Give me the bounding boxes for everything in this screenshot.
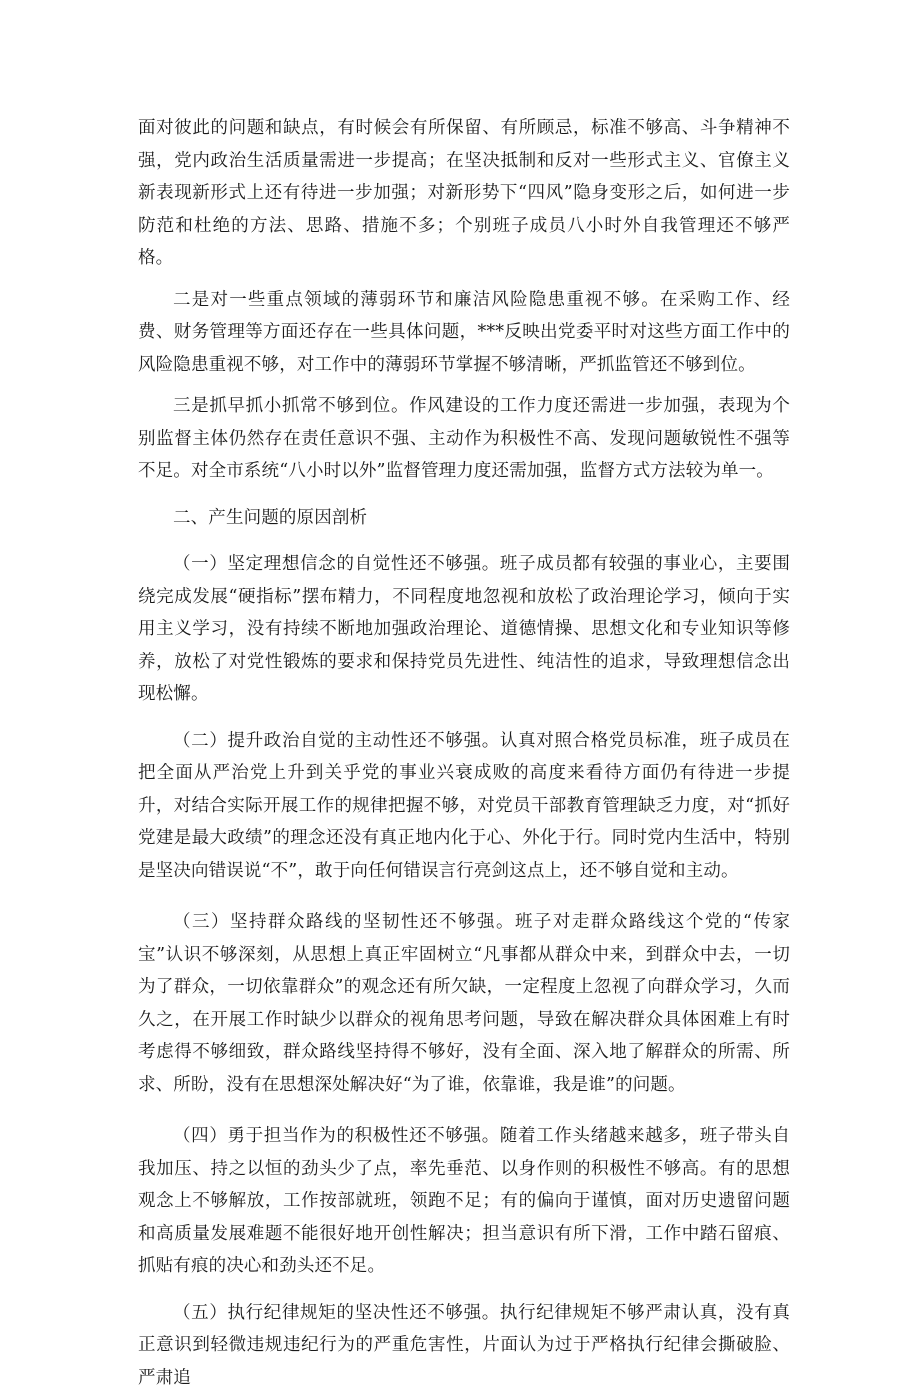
section-heading-cause-analysis: 二、产生问题的原因剖析: [138, 502, 790, 535]
document-page: [138, 112, 790, 1394]
paragraph-cause-4: （四）勇于担当作为的积极性还不够强。随着工作头绪越来越多，班子带头自我加压、持之以恒的劲头少了点，率先垂范、以身作则的积极性不够高。有的思想观念上不够解放，工作按部就班，领跑不足；有的偏向于谨慎，面对历史遗留问题和高质量发展难题不能很好地开创性解决；担当意识有所下滑，工作中踏石留痕、抓贴有痕的决心和劲头还不足。: [138, 1120, 790, 1283]
paragraph-problems-continued: 面对彼此的问题和缺点，有时候会有所保留、有所顾忌，标准不够高、斗争精神不强，党内政治生活质量需进一步提高；在坚决抵制和反对一些形式主义、官僚主义新表现新形式上还有待进一步加强；对新形势下“四风”隐身变形之后，如何进一步防范和杜绝的方法、思路、措施不多；个别班子成员八小时外自我管理还不够严格。: [138, 112, 790, 275]
paragraph-cause-5: （五）执行纪律规矩的坚决性还不够强。执行纪律规矩不够严肃认真，没有真正意识到轻微违规违纪行为的严重危害性，片面认为过于严格执行纪律会撕破脸、严肃追: [138, 1297, 790, 1394]
paragraph-point-three: 三是抓早抓小抓常不够到位。作风建设的工作力度还需进一步加强，表现为个别监督主体仍然存在责任意识不强、主动作为积极性不高、发现问题敏锐性不强等不足。对全市系统“八小时以外”监督管理力度还需加强，监督方式方法较为单一。: [138, 390, 790, 488]
paragraph-point-two: 二是对一些重点领域的薄弱环节和廉洁风险隐患重视不够。在采购工作、经费、财务管理等方面还存在一些具体问题，***反映出党委平时对这些方面工作中的风险隐患重视不够，对工作中的薄弱环节掌握不够清晰，严抓监管还不够到位。: [138, 284, 790, 382]
paragraph-cause-1: （一）坚定理想信念的自觉性还不够强。班子成员都有较强的事业心，主要围绕完成发展“硬指标”摆布精力，不同程度地忽视和放松了政治理论学习，倾向于实用主义学习，没有持续不断地加强政治理论、道德情操、思想文化和专业知识等修养，放松了对党性锻炼的要求和保持党员先进性、纯洁性的追求，导致理想信念出现松懈。: [138, 548, 790, 711]
paragraph-cause-2: （二）提升政治自觉的主动性还不够强。认真对照合格党员标准，班子成员在把全面从严治党上升到关乎党的事业兴衰成败的高度来看待方面仍有待进一步提升，对结合实际开展工作的规律把握不够，对党员干部教育管理缺乏力度，对“抓好党建是最大政绩”的理念还没有真正地内化于心、外化于行。同时党内生活中，特别是坚决向错误说“不”，敢于向任何错误言行亮剑这点上，还不够自觉和主动。: [138, 725, 790, 888]
paragraph-cause-3: （三）坚持群众路线的坚韧性还不够强。班子对走群众路线这个党的“传家宝”认识不够深刻，从思想上真正牢固树立“凡事都从群众中来，到群众中去，一切为了群众，一切依靠群众”的观念还有所欠缺，一定程度上忽视了向群众学习，久而久之，在开展工作时缺少以群众的视角思考问题，导致在解决群众具体困难上有时考虑得不够细致，群众路线坚持得不够好，没有全面、深入地了解群众的所需、所求、所盼，没有在思想深处解决好“为了谁，依靠谁，我是谁”的问题。: [138, 906, 790, 1101]
